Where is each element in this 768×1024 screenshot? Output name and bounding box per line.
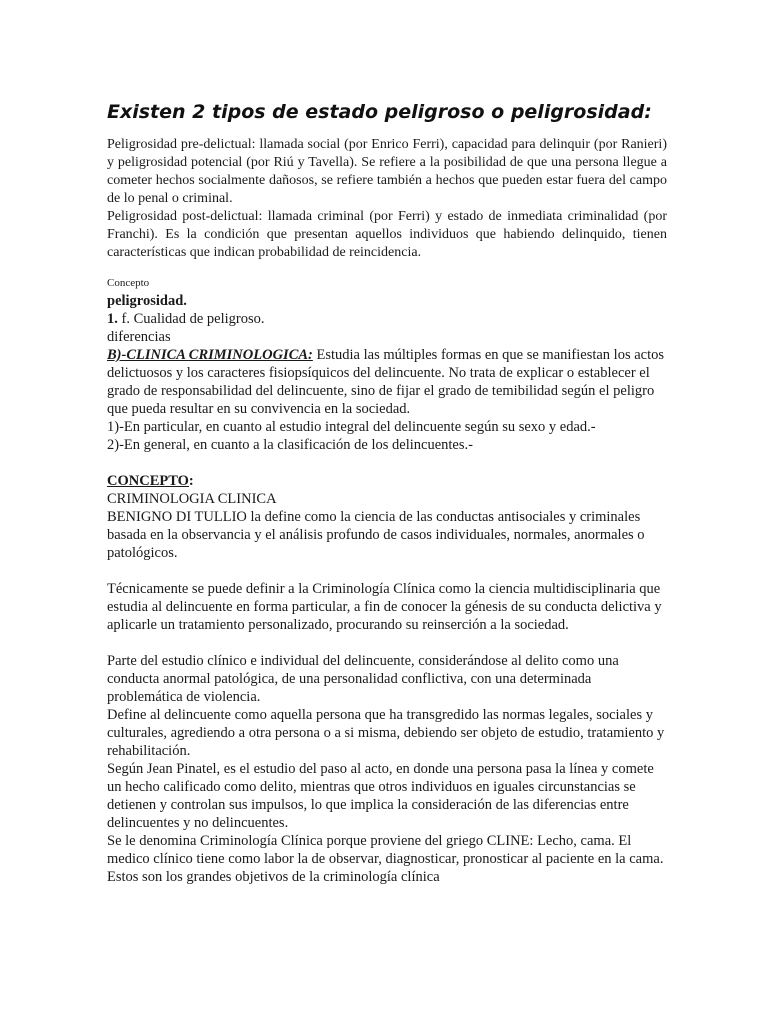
clinica-paragraph bbox=[107, 346, 667, 418]
concepto-colon: : bbox=[188, 473, 194, 489]
concepto-label: Concepto bbox=[107, 277, 150, 289]
spacer bbox=[107, 562, 667, 580]
definition-term: peligrosidad. bbox=[107, 293, 187, 309]
diferencias-label: diferencias bbox=[107, 329, 171, 345]
spacer bbox=[107, 634, 667, 652]
document-title: Existen 2 tipos de estado peligroso o peligrosidad: bbox=[107, 101, 652, 123]
concepto-heading-line bbox=[107, 472, 667, 490]
paragraph-define-delincuente: Define al delincuente como aquella persona que ha transgredido las normas legales, sociales y culturales, agrediendo a otra persona o a si misma, debiendo ser objeto de estudio, tratamiento y rehabilitación. bbox=[107, 707, 665, 759]
definition-gram: f. bbox=[121, 311, 130, 327]
paragraph-pre-delictual: Peligrosidad pre-delictual: llamada social (por Enrico Ferri), capacidad para delinquir (por Ranieri) y peligrosidad potencial (por Riú y Tavella). Se refiere a la posibilidad de que una persona llegue a cometer hechos socialmente dañosos, se refiere también a hechos que pueden estar fuera del campo de lo penal o criminal. bbox=[107, 137, 667, 206]
clinica-item-1: 1)-En particular, en cuanto al estudio integral del delincuente según su sexo y edad.- bbox=[107, 419, 596, 435]
paragraph-jean-pinatel: Según Jean Pinatel, es el estudio del paso al acto, en donde una persona pasa la línea y comete un hecho calificado como delito, mientras que otros individuos en iguales circunstancias se detienen y controlan sus impulsos, lo que implica la consideración de las diferencias entre delincuentes y no delincuentes. bbox=[107, 761, 654, 831]
paragraph-post-delictual: Peligrosidad post-delictual: llamada criminal (por Ferri) y estado de inmediata criminalidad (por Franchi). Es la condición que presentan aquellos individuos que habiendo delinquido, tienen características que indican probabilidad de reincidencia. bbox=[107, 209, 667, 260]
document-page bbox=[107, 100, 667, 886]
spacer bbox=[107, 454, 667, 472]
criminologia-subtitle: CRIMINOLOGIA CLINICA bbox=[107, 491, 277, 507]
clinica-item-2: 2)-En general, en cuanto a la clasificación de los delincuentes.- bbox=[107, 437, 473, 453]
paragraph-cline: Se le denomina Criminología Clínica porque proviene del griego CLINE: Lecho, cama. El medico clínico tiene como labor la de observar, diagnosticar, pronosticar al paciente en la cama. Estos son los grandes objetivos de la criminología clínica bbox=[107, 833, 664, 885]
concepto-heading: CONCEPTO bbox=[107, 473, 189, 489]
clinica-heading: B)-CLINICA CRIMINOLOGICA: bbox=[107, 347, 313, 363]
clinica-text: Estudia las múltiples formas en que se manifiestan los actos delictuosos y los caracteres fisiopsíquicos del delincuente. No trata de explicar o establecer el grado de responsabilidad del delincuente, sino de fijar el grado de temibilidad según el peligro que pueda resultar en su convivencia en la sociedad. bbox=[107, 347, 665, 417]
definition-line bbox=[107, 310, 667, 328]
definition-meaning: Cualidad de peligroso. bbox=[129, 311, 265, 327]
paragraph-tecnicamente: Técnicamente se puede definir a la Criminología Clínica como la ciencia multidisciplinaria que estudia al delincuente en forma particular, a fin de conocer la génesis de su conducta delictiva y aplicarle un tratamiento personalizado, procurando su reinserción a la sociedad. bbox=[107, 581, 662, 633]
paragraph-di-tullio: BENIGNO DI TULLIO la define como la ciencia de las conductas antisociales y criminales basada en la observancia y el análisis profundo de casos individuales, normales, anormales o patológicos. bbox=[107, 509, 645, 561]
definition-number: 1. bbox=[107, 311, 118, 327]
paragraph-estudio-clinico: Parte del estudio clínico e individual del delincuente, considerándose al delito como una conducta anormal patológica, de una personalidad conflictiva, con una determinada problemática de violencia. bbox=[107, 653, 619, 705]
